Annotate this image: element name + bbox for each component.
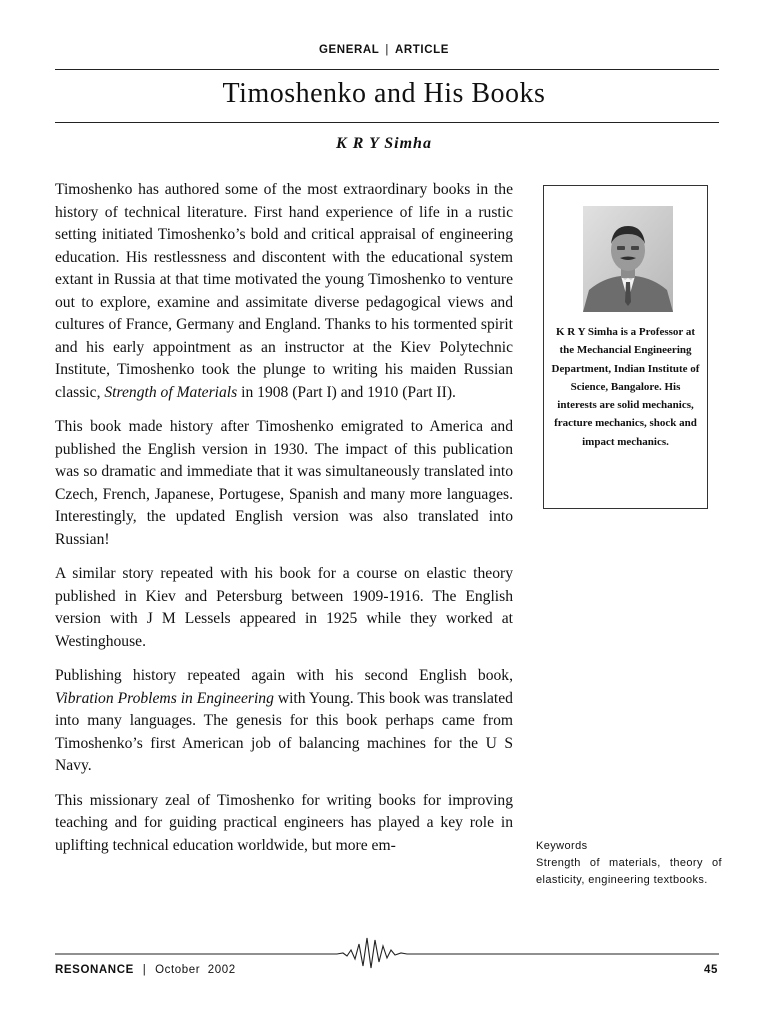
author-photo <box>583 206 673 312</box>
paragraph-5: This missionary zeal of Timoshenko for writing books for improving teaching and for guiding practical engineers has played a key role in uplifting technical education worldwide, but more em- <box>55 791 513 854</box>
paragraph-4: Publishing history repeated again with his second English book, Vibration Problems in Engineering with Young. This book was translated into many languages. The genesis for this book perhaps came from Timoshenko’s first American job of balancing machines for the U S Navy. <box>55 667 513 774</box>
paragraph-2: This book made history after Timoshenko emigrated to America and published the English version in 1930. The impact of this publication was so dramatic and immediate that it was simultaneously translated into Czech, French, Japanese, Portugese, Spanish and many more languages. Interestingly, the updated English version was also translated into Russian! <box>55 418 513 548</box>
journal-footer <box>55 964 236 976</box>
header-separator: | <box>385 44 389 56</box>
book-title-strength-of-materials: Strength of Materials <box>104 383 238 401</box>
section-header <box>0 44 768 56</box>
book-title-vibration-problems: Vibration Problems in Engineering <box>55 689 274 707</box>
article-title: Timoshenko and His Books <box>222 78 546 109</box>
author-bio-box <box>543 185 708 509</box>
section-label: GENERAL <box>318 44 380 56</box>
keywords-box <box>536 838 722 889</box>
author-bio-text: K R Y Simha is a Professor at the Mechancial Engineering Department, Indian Institute of Science, Bangalore. His interests are solid mechanics, fracture mechanics, shock and impact mechanics. <box>551 326 700 448</box>
footer-separator: | <box>142 964 147 976</box>
paragraph-1: Timoshenko has authored some of the most extraordinary books in the history of technical literature. First hand experience of life in a rustic setting initiated Timoshenko’s bold and critical appraisal of engineering education. His restlessness and discontent with the educational system extant in Russia at that time motivated the young Timoshenko to venture out to explore, examine and assimitate diverse pedagogical views and cultures of France, Germany and England. Thanks to his tormented spirit and his early appointment as an instructor at the Kiev Polytechnic Institute, Timoshenko took the plunge to writing his maiden Russian classic, Strength of Materials in 1908 (Part I) and 1910 (Part II). <box>55 181 513 401</box>
article-type-label: ARTICLE <box>395 44 450 56</box>
keywords-list: Strength of materials, theory of elasticity, engineering textbooks. <box>536 857 722 886</box>
article-body <box>55 179 513 869</box>
paragraph-3: A similar story repeated with his book for a course on elastic theory published in Kiev and Petersburg between 1909-1916. The English version with J M Lessels appeared in 1925 while they worked at Westinghouse. <box>55 565 513 650</box>
title-rule <box>55 122 719 123</box>
page-number: 45 <box>704 964 718 976</box>
issue-date: October 2002 <box>155 964 236 976</box>
keywords-heading: Keywords <box>536 840 588 852</box>
journal-name: RESONANCE <box>55 964 134 976</box>
top-rule <box>55 69 719 70</box>
author-name: K R Y Simha <box>336 135 432 152</box>
